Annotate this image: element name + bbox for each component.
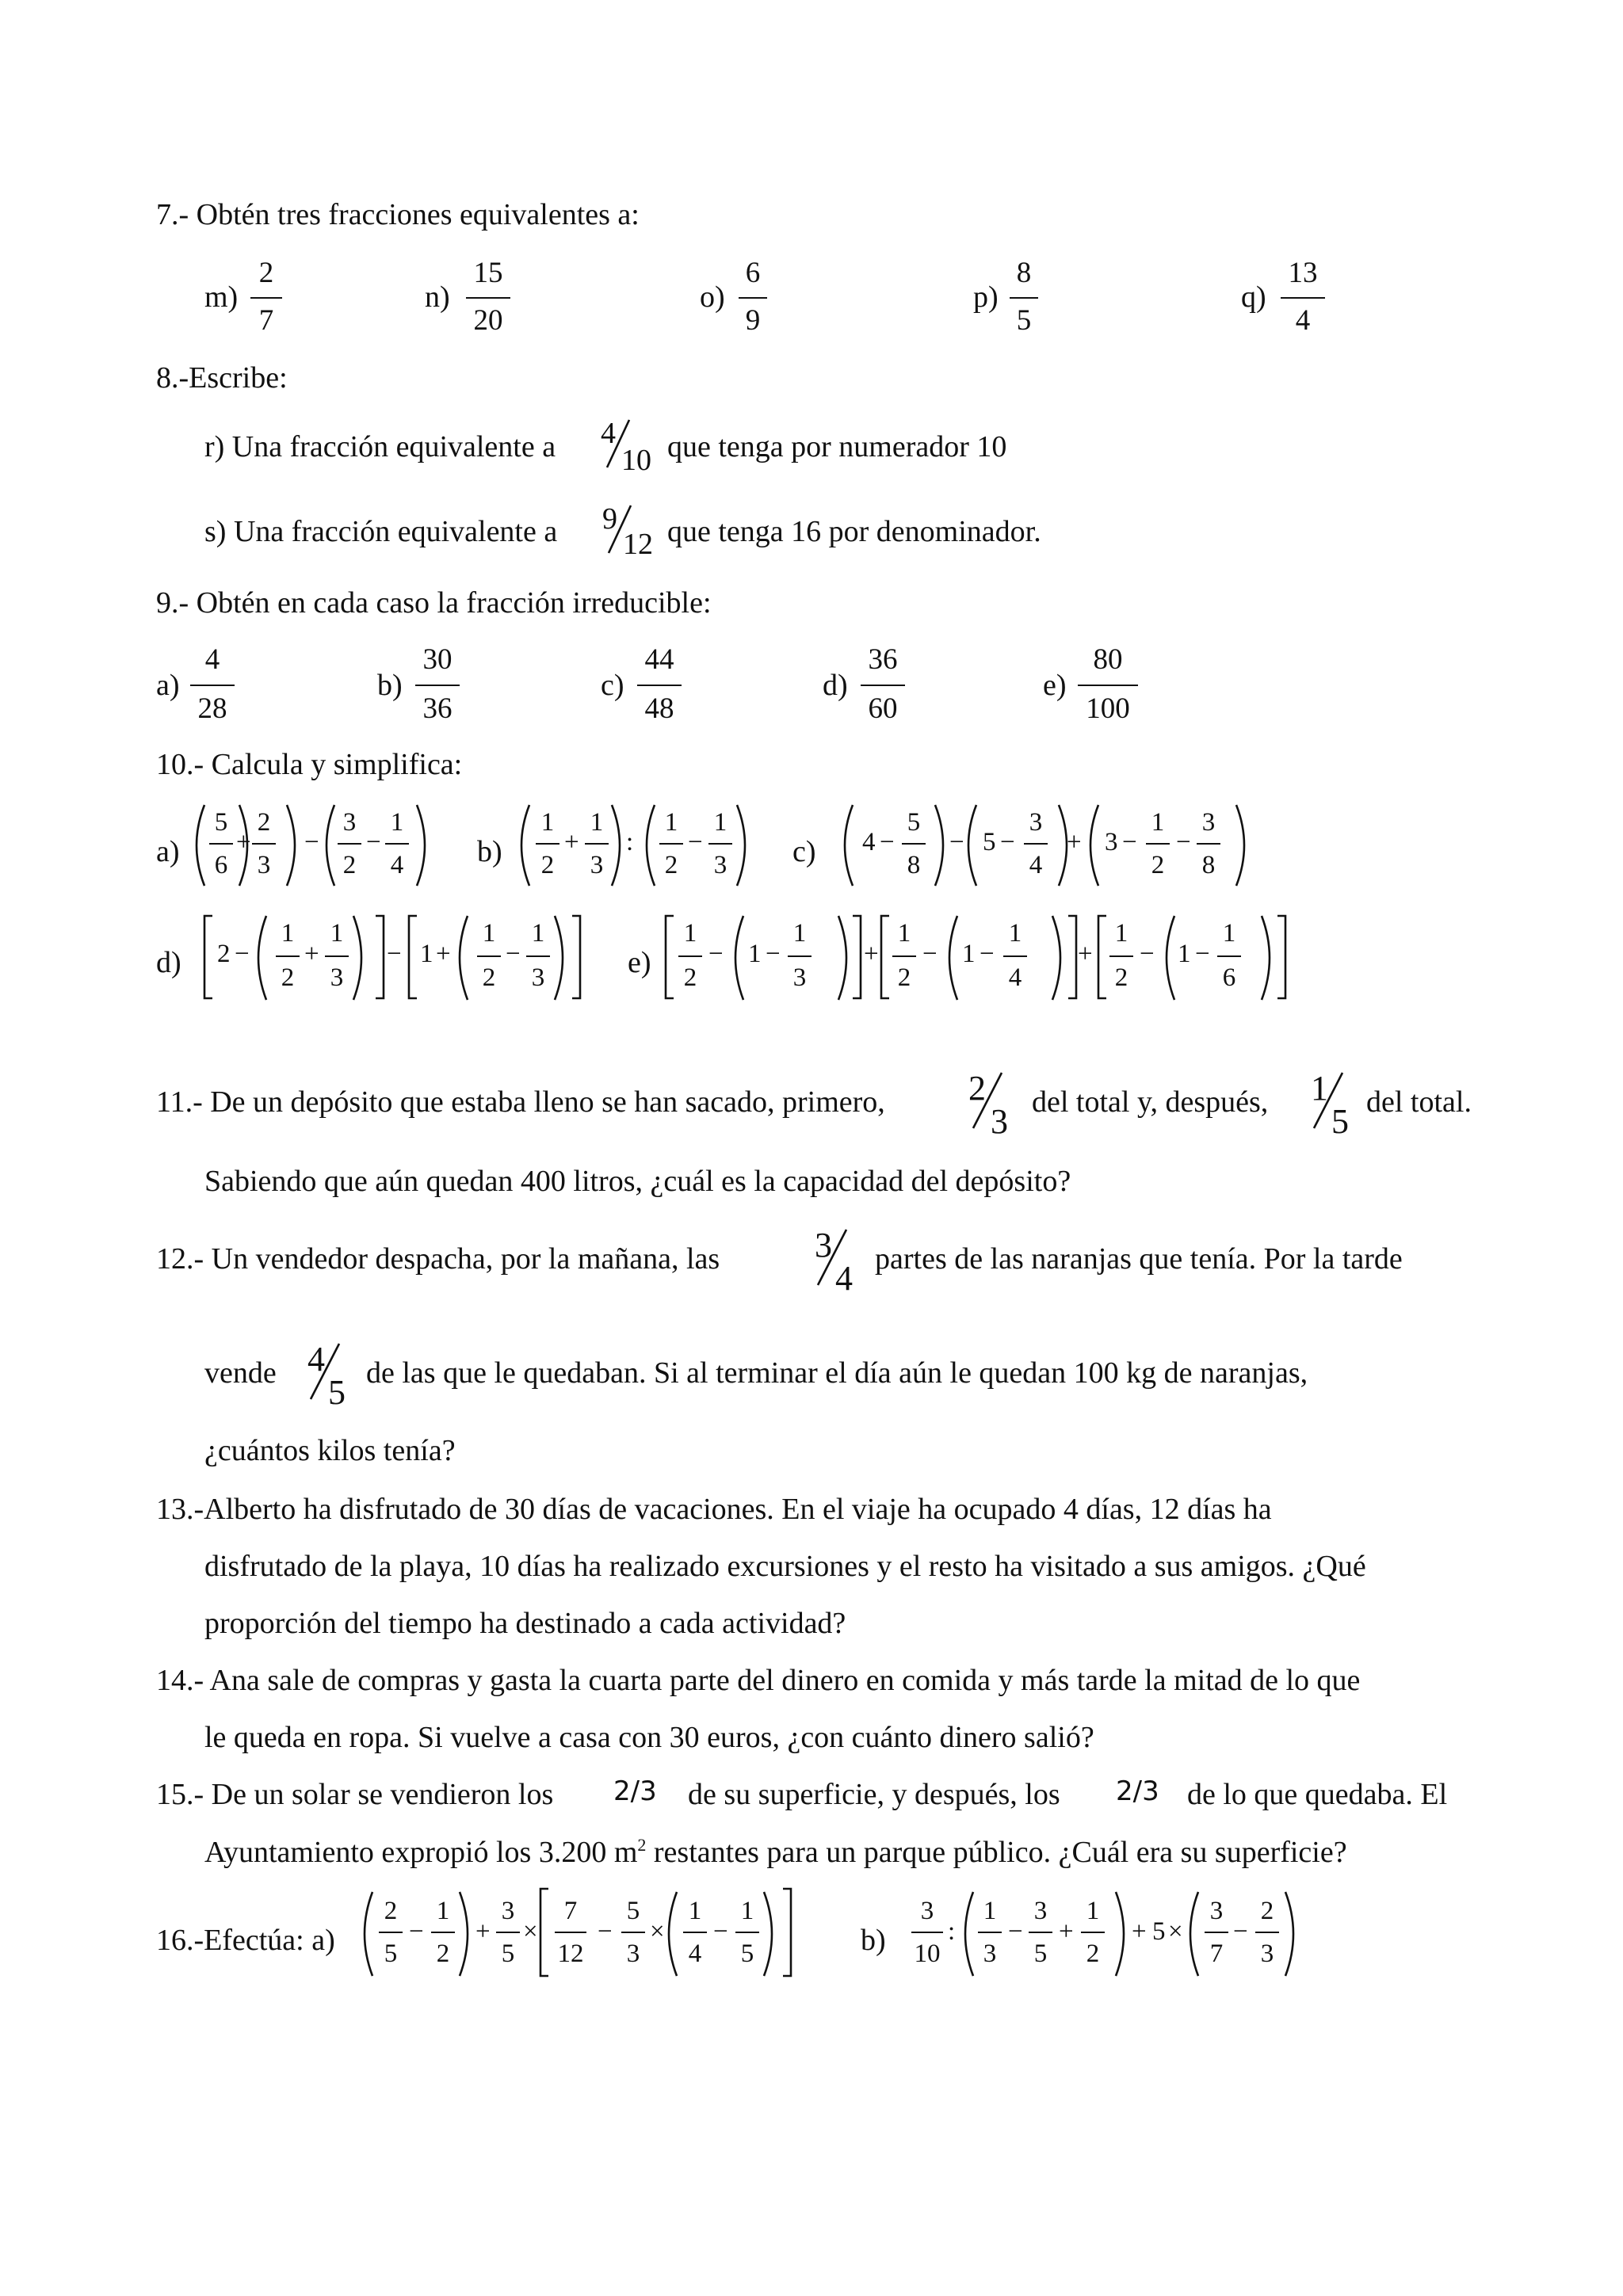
frac-den: 2	[540, 851, 555, 879]
frac-den: 7	[1209, 1939, 1224, 1968]
fraction-bar	[678, 955, 702, 957]
q9-label-e: e)	[1043, 669, 1067, 702]
frac-num: 1	[1222, 919, 1236, 948]
paren-icon	[238, 802, 301, 889]
q7-num-q: 13	[1288, 257, 1318, 289]
q15-line2	[204, 1836, 1347, 1867]
frac-num: 1	[740, 1897, 754, 1925]
frac-den: 12	[557, 1939, 584, 1968]
q9-label-d: d)	[823, 669, 848, 702]
q12-line2a: vende	[204, 1356, 277, 1390]
q14-line1: 14.- Ana sale de compras y gasta la cuarta parte del dinero en comida y más tarde la mitad de lo que	[156, 1664, 1361, 1697]
frac-den: 3	[590, 851, 604, 879]
operator: −	[922, 940, 938, 968]
q15-line2b: restantes para un parque público. ¿Cuál era su superficie?	[653, 1836, 1347, 1869]
operator: +	[436, 940, 451, 968]
q8-s-num: 9	[602, 502, 617, 536]
q9-label-b: b)	[377, 669, 403, 702]
frac-num: 1	[281, 919, 295, 948]
integer: 1	[1178, 940, 1191, 968]
fraction-bar	[788, 955, 812, 957]
frac-den: 2	[436, 1939, 450, 1968]
frac-num: 1	[792, 919, 807, 948]
frac-den: 5	[501, 1939, 515, 1968]
q7-label-p: p)	[973, 280, 999, 314]
q9-den-e: 100	[1086, 692, 1130, 725]
frac-den: 3	[531, 963, 545, 992]
q7-label-q: q)	[1241, 280, 1266, 314]
frac-den: 3	[257, 851, 271, 879]
frac-den: 2	[664, 851, 678, 879]
operator: ×	[523, 1917, 538, 1946]
q10-label-c: c)	[792, 835, 816, 868]
q7-label-n: n)	[425, 280, 450, 314]
frac-num: 1	[683, 919, 697, 948]
q15-frac2: 2/3	[1116, 1775, 1159, 1807]
q7-den-m: 7	[258, 304, 274, 337]
fraction-bar	[1029, 1932, 1052, 1933]
fraction-bar	[585, 843, 609, 845]
frac-num: 1	[1008, 919, 1022, 948]
frac-num: 3	[501, 1897, 515, 1925]
q7-label-o: o)	[700, 280, 725, 314]
operator: −	[1233, 1917, 1248, 1946]
operator: +	[1132, 1917, 1147, 1946]
integer: 1	[962, 940, 976, 968]
frac-den: 2	[482, 963, 496, 992]
fraction-bar	[1109, 955, 1133, 957]
q12-frac2-num: 4	[307, 1340, 325, 1379]
q15-line1b: de su superficie, y después, los	[688, 1778, 1060, 1811]
fraction-bar	[637, 685, 682, 686]
fraction-bar	[1078, 685, 1138, 686]
q8-r-den: 10	[621, 444, 651, 477]
fraction-bar	[1081, 1932, 1105, 1933]
operator: :	[626, 828, 634, 856]
frac-num: 5	[907, 808, 921, 837]
frac-num: 3	[342, 808, 357, 837]
q13-line1: 13.-Alberto ha disfrutado de 30 días de vacaciones. En el viaje ha ocupado 4 días, 12 días ha	[156, 1493, 1272, 1526]
fraction-bar	[1010, 297, 1038, 299]
fraction-bar	[861, 685, 905, 686]
frac-den: 5	[384, 1939, 398, 1968]
q12-line1b: partes de las naranjas que tenía. Por la tarde	[875, 1242, 1403, 1276]
q11-frac2-den: 5	[1331, 1102, 1349, 1141]
frac-den: 2	[281, 963, 295, 992]
frac-den: 2	[1086, 1939, 1100, 1968]
operator: −	[708, 940, 724, 968]
frac-den: 5	[1033, 1939, 1048, 1968]
operator: +	[864, 940, 879, 968]
frac-den: 2	[1114, 963, 1128, 992]
fraction-bar	[978, 1932, 1002, 1933]
q11-line1b: del total y, después,	[1032, 1085, 1269, 1119]
q9-label-c: c)	[601, 669, 624, 702]
operator: −	[880, 828, 895, 856]
fraction-bar	[477, 955, 501, 957]
frac-num: 7	[563, 1897, 578, 1925]
frac-den: 2	[342, 851, 357, 879]
operator: −	[1008, 1917, 1023, 1946]
frac-den: 4	[390, 851, 404, 879]
frac-den: 2	[683, 963, 697, 992]
q11-line1a: 11.- De un depósito que estaba lleno se han sacado, primero,	[156, 1085, 885, 1119]
integer: 1	[748, 940, 762, 968]
operator: +	[236, 828, 251, 856]
fraction-bar	[1205, 1932, 1228, 1933]
frac-num: 1	[664, 808, 678, 837]
operator: +	[564, 828, 579, 856]
integer: 4	[862, 828, 876, 856]
operator: −	[949, 828, 964, 856]
paren-icon	[962, 802, 1073, 889]
integer: 5	[983, 828, 996, 856]
frac-num: 1	[1114, 919, 1128, 948]
q9-num-c: 44	[644, 643, 674, 676]
frac-den: 3	[792, 963, 807, 992]
operator: +	[304, 940, 319, 968]
frac-num: 1	[531, 919, 545, 948]
fraction-bar	[739, 297, 767, 299]
frac-num: 1	[1086, 1897, 1100, 1925]
q7-den-o: 9	[745, 304, 761, 337]
frac-num: 1	[436, 1897, 450, 1925]
operator: −	[1000, 828, 1015, 856]
q9-num-a: 4	[204, 643, 220, 676]
operator: −	[387, 940, 402, 968]
fraction-bar	[1217, 955, 1241, 957]
frac-num: 1	[897, 919, 911, 948]
q16-stem: 16.-Efectúa: a)	[156, 1924, 335, 1957]
fraction-bar	[209, 843, 233, 845]
operator: +	[1067, 828, 1082, 856]
fraction-bar	[415, 685, 460, 686]
frac-num: 1	[330, 919, 344, 948]
fraction-bar	[1146, 843, 1170, 845]
operator: −	[713, 1917, 728, 1946]
integer: 5	[1152, 1917, 1166, 1946]
q9-den-c: 48	[644, 692, 674, 725]
fraction-bar	[1197, 843, 1220, 845]
q7-den-q: 4	[1295, 304, 1311, 337]
q7-num-p: 8	[1016, 257, 1032, 289]
fraction-bar	[911, 1932, 943, 1933]
frac-num: 1	[688, 1897, 702, 1925]
q15-line2a: Ayuntamiento expropió los 3.200 m	[204, 1836, 638, 1869]
q12-frac1-num: 3	[815, 1226, 832, 1264]
fraction-bar	[431, 1932, 455, 1933]
fraction-bar	[1281, 297, 1325, 299]
operator: −	[688, 828, 703, 856]
frac-den: 3	[1260, 1939, 1274, 1968]
q9-num-d: 36	[868, 643, 898, 676]
fraction-bar	[708, 843, 732, 845]
fraction-bar	[683, 1932, 707, 1933]
q11-frac2-num: 1	[1311, 1069, 1328, 1108]
fraction-bar	[190, 685, 235, 686]
frac-num: 3	[1033, 1897, 1048, 1925]
frac-num: 1	[713, 808, 727, 837]
fraction-bar	[250, 297, 282, 299]
q8-r-pre: r) Una fracción equivalente a	[204, 430, 556, 463]
frac-num: 1	[540, 808, 555, 837]
fraction-bar	[325, 955, 349, 957]
q12-frac1-den: 4	[835, 1259, 853, 1298]
integer: 3	[1105, 828, 1118, 856]
frac-num: 2	[384, 1897, 398, 1925]
frac-den: 2	[897, 963, 911, 992]
fraction-bar	[1003, 955, 1027, 957]
frac-den: 6	[1222, 963, 1236, 992]
fraction-bar	[621, 1932, 645, 1933]
operator: :	[948, 1917, 956, 1946]
fraction-bar	[379, 1932, 403, 1933]
frac-num: 5	[626, 1897, 640, 1925]
fraction-bar	[466, 297, 510, 299]
frac-den: 10	[914, 1939, 941, 1968]
operator: +	[1078, 940, 1093, 968]
fraction-bar	[735, 1932, 759, 1933]
q7-label-m: m)	[204, 280, 239, 314]
q8-s-den: 12	[623, 528, 653, 561]
fraction-bar	[555, 1932, 586, 1933]
operator: −	[598, 1917, 613, 1946]
fraction-bar	[385, 843, 409, 845]
frac-den: 8	[907, 851, 921, 879]
q11-frac1-num: 2	[968, 1069, 986, 1108]
q7-den-n: 20	[473, 304, 503, 337]
q9-num-b: 30	[422, 643, 453, 676]
frac-num: 2	[1260, 1897, 1274, 1925]
fraction-bar	[338, 843, 361, 845]
frac-den: 2	[1151, 851, 1165, 879]
frac-num: 1	[590, 808, 604, 837]
operator: −	[766, 940, 781, 968]
operator: −	[1195, 940, 1210, 968]
q10-label-e: e)	[628, 946, 651, 979]
fraction-bar	[892, 955, 916, 957]
q8-s-post: que tenga 16 por denominador.	[667, 515, 1041, 548]
q10-label-b: b)	[477, 835, 502, 868]
operator: −	[506, 940, 521, 968]
q9-den-b: 36	[422, 692, 453, 725]
fraction-bar	[1024, 843, 1048, 845]
q9-label-a: a)	[156, 669, 180, 702]
fraction-bar	[536, 843, 559, 845]
q15-frac1: 2/3	[613, 1775, 657, 1807]
frac-den: 4	[1008, 963, 1022, 992]
q7-num-n: 15	[473, 257, 503, 289]
fraction-bar	[276, 955, 300, 957]
frac-den: 3	[713, 851, 727, 879]
frac-den: 5	[740, 1939, 754, 1968]
q7-num-m: 2	[258, 257, 274, 289]
operator: ×	[650, 1917, 665, 1946]
operator: −	[980, 940, 995, 968]
integer: 2	[217, 940, 231, 968]
q11-frac1-den: 3	[991, 1102, 1008, 1141]
frac-num: 3	[1029, 808, 1043, 837]
q9-den-d: 60	[868, 692, 898, 725]
operator: −	[304, 828, 319, 856]
frac-num: 3	[920, 1897, 934, 1925]
q7-den-p: 5	[1016, 304, 1032, 337]
frac-den: 4	[688, 1939, 702, 1968]
frac-den: 3	[626, 1939, 640, 1968]
q15-line1c: de lo que quedaba. El	[1187, 1778, 1448, 1811]
operator: −	[409, 1917, 424, 1946]
q13-line2: disfrutado de la playa, 10 días ha realizado excursiones y el resto ha visitado a sus amigos. ¿Qué	[204, 1550, 1366, 1583]
fraction-bar	[496, 1932, 520, 1933]
q7-stem: 7.- Obtén tres fracciones equivalentes a:	[156, 198, 640, 231]
frac-num: 1	[983, 1897, 997, 1925]
operator: ×	[1168, 1917, 1183, 1946]
operator: −	[1140, 940, 1155, 968]
q7-num-o: 6	[745, 257, 761, 289]
operator: −	[1122, 828, 1137, 856]
frac-den: 6	[214, 851, 228, 879]
fraction-bar	[1255, 1932, 1279, 1933]
operator: +	[475, 1917, 491, 1946]
frac-num: 2	[257, 808, 271, 837]
q14-line2: le queda en ropa. Si vuelve a casa con 30 euros, ¿con cuánto dinero salió?	[204, 1721, 1094, 1754]
q11-line2: Sabiendo que aún quedan 400 litros, ¿cuál es la capacidad del depósito?	[204, 1165, 1071, 1198]
q12-frac2-den: 5	[328, 1373, 346, 1412]
q9-stem: 9.- Obtén en cada caso la fracción irreducible:	[156, 586, 712, 620]
frac-num: 3	[1201, 808, 1216, 837]
q10-label-a: a)	[156, 835, 180, 868]
q9-den-a: 28	[197, 692, 227, 725]
q10-stem: 10.- Calcula y simplifica:	[156, 748, 463, 781]
fraction-bar	[659, 843, 683, 845]
q12-line1a: 12.- Un vendedor despacha, por la mañana, las	[156, 1242, 720, 1276]
q8-stem: 8.-Escribe:	[156, 361, 288, 395]
frac-den: 3	[983, 1939, 997, 1968]
frac-num: 1	[390, 808, 404, 837]
frac-num: 5	[214, 808, 228, 837]
q8-s-pre: s) Una fracción equivalente a	[204, 515, 558, 548]
integer: 1	[420, 940, 433, 968]
operator: −	[366, 828, 381, 856]
q11-line1c: del total.	[1366, 1085, 1472, 1119]
q12-line2b: de las que le quedaban. Si al terminar el día aún le quedan 100 kg de naranjas,	[366, 1356, 1308, 1390]
q15-superscript: 2	[637, 1835, 647, 1855]
operator: +	[1059, 1917, 1074, 1946]
q12-line3: ¿cuántos kilos tenía?	[204, 1434, 456, 1467]
operator: −	[235, 940, 250, 968]
frac-den: 3	[330, 963, 344, 992]
fraction-bar	[902, 843, 926, 845]
frac-num: 3	[1209, 1897, 1224, 1925]
q8-r-num: 4	[601, 417, 616, 450]
frac-den: 4	[1029, 851, 1043, 879]
q10-label-d: d)	[156, 946, 181, 979]
frac-den: 8	[1201, 851, 1216, 879]
frac-num: 1	[1151, 808, 1165, 837]
frac-num: 1	[482, 919, 496, 948]
q9-num-e: 80	[1093, 643, 1123, 676]
q15-line1a: 15.- De un solar se vendieron los	[156, 1778, 554, 1811]
fraction-bar	[526, 955, 550, 957]
operator: −	[1176, 828, 1191, 856]
q13-line3: proporción del tiempo ha destinado a cada actividad?	[204, 1607, 846, 1640]
q16-label-b: b)	[861, 1924, 886, 1957]
q8-r-post: que tenga por numerador 10	[667, 430, 1007, 463]
